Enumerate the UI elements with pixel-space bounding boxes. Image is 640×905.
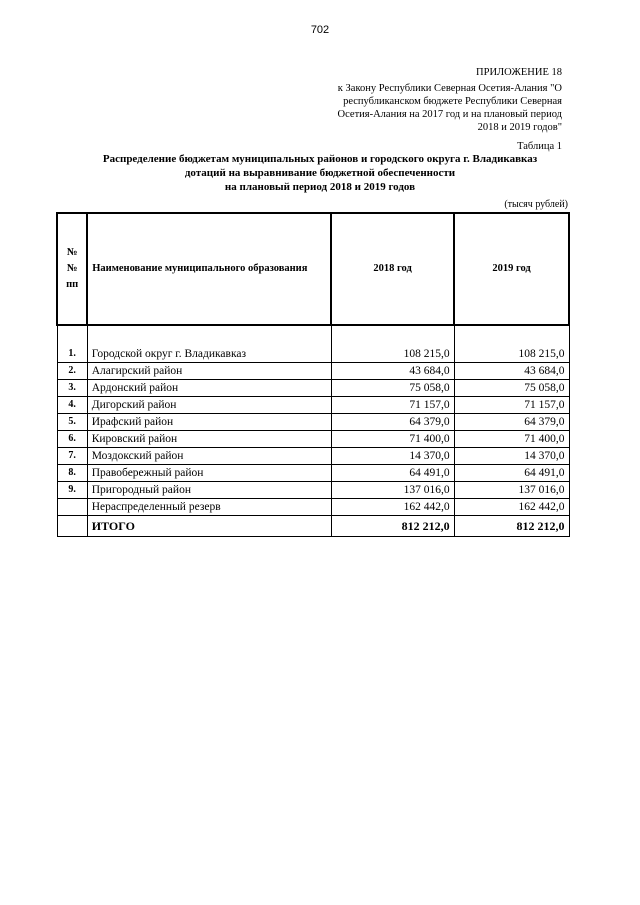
row-name: Правобережный район — [87, 465, 331, 482]
header-2018: 2018 год — [331, 213, 454, 325]
units-note: (тысяч рублей) — [504, 199, 568, 210]
row-2018: 75 058,0 — [331, 380, 454, 397]
table-label: Таблица 1 — [517, 141, 562, 152]
row-2019: 64 379,0 — [454, 414, 569, 431]
header-2019: 2019 год — [454, 213, 569, 325]
row-2018: 64 379,0 — [331, 414, 454, 431]
document-title — [60, 152, 580, 194]
row-name: Ирафский район — [87, 414, 331, 431]
total-number — [57, 516, 87, 537]
total-row — [57, 516, 569, 537]
row-number: 7. — [57, 448, 87, 465]
title-line: на плановый период 2018 и 2019 годов — [224, 181, 416, 193]
table-row — [57, 346, 569, 363]
row-2018: 162 442,0 — [331, 499, 454, 516]
appendix-line: к Закону Республики Северная Осетия-Алания "О — [337, 83, 562, 94]
table-header-row — [57, 213, 569, 325]
total-label: ИТОГО — [87, 516, 331, 537]
table-row — [57, 465, 569, 482]
row-2019: 71 400,0 — [454, 431, 569, 448]
row-2019: 108 215,0 — [454, 346, 569, 363]
header-number: №№ пп — [57, 213, 87, 325]
row-2018: 108 215,0 — [331, 346, 454, 363]
row-number: 6. — [57, 431, 87, 448]
row-name: Кировский район — [87, 431, 331, 448]
row-2018: 137 016,0 — [331, 482, 454, 499]
table-row — [57, 363, 569, 380]
row-number: 2. — [57, 363, 87, 380]
total-2019: 812 212,0 — [454, 516, 569, 537]
row-name: Дигорский район — [87, 397, 331, 414]
row-2019: 43 684,0 — [454, 363, 569, 380]
row-number: 4. — [57, 397, 87, 414]
row-2018: 71 157,0 — [331, 397, 454, 414]
title-line: дотаций на выравнивание бюджетной обеспеченности — [184, 167, 456, 179]
spacer-row — [57, 325, 569, 346]
table-row — [57, 448, 569, 465]
row-name: Ардонский район — [87, 380, 331, 397]
row-name: Пригородный район — [87, 482, 331, 499]
header-name: Наименование муниципального образования — [87, 213, 331, 325]
title-line: Распределение бюджетам муниципальных районов и городского округа г. Владикавказ — [102, 153, 538, 165]
row-number: 5. — [57, 414, 87, 431]
row-2019: 64 491,0 — [454, 465, 569, 482]
table-body — [57, 325, 569, 516]
appendix-line: республиканском бюджете Республики Северная — [343, 96, 562, 107]
page-number: 702 — [310, 24, 330, 36]
budget-table — [56, 212, 570, 537]
row-number: 3. — [57, 380, 87, 397]
row-2018: 43 684,0 — [331, 363, 454, 380]
row-2018: 71 400,0 — [331, 431, 454, 448]
row-name: Моздокский район — [87, 448, 331, 465]
appendix-line: 2018 и 2019 годов" — [477, 122, 562, 133]
row-name: Алагирский район — [87, 363, 331, 380]
row-number — [57, 499, 87, 516]
table-row — [57, 431, 569, 448]
appendix-line: Осетия-Алания на 2017 год и на плановый период — [337, 109, 562, 120]
row-2019: 137 016,0 — [454, 482, 569, 499]
total-2018: 812 212,0 — [331, 516, 454, 537]
row-name: Городской округ г. Владикавказ — [87, 346, 331, 363]
row-number: 1. — [57, 346, 87, 363]
row-2019: 14 370,0 — [454, 448, 569, 465]
row-number: 8. — [57, 465, 87, 482]
appendix-block — [330, 66, 562, 134]
table-row — [57, 499, 569, 516]
row-2019: 162 442,0 — [454, 499, 569, 516]
table-row — [57, 380, 569, 397]
appendix-title: ПРИЛОЖЕНИЕ 18 — [476, 67, 562, 78]
row-name: Нераспределенный резерв — [87, 499, 331, 516]
table-row — [57, 397, 569, 414]
row-2018: 64 491,0 — [331, 465, 454, 482]
table-row — [57, 482, 569, 499]
table-row — [57, 414, 569, 431]
row-2018: 14 370,0 — [331, 448, 454, 465]
row-2019: 71 157,0 — [454, 397, 569, 414]
row-number: 9. — [57, 482, 87, 499]
row-2019: 75 058,0 — [454, 380, 569, 397]
